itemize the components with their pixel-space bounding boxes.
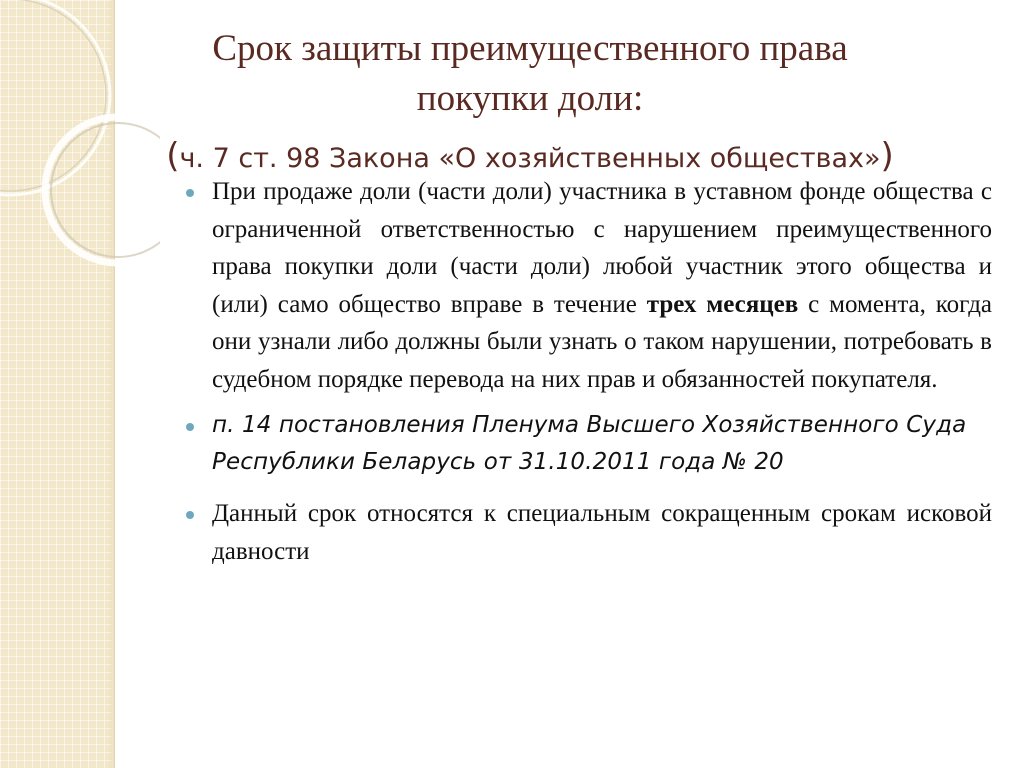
bullet-text: п. 14 постановления Пленума Высшего Хозяйственного Суда Республики Беларусь от 31.10.2011 года № 20: [212, 412, 967, 475]
bullet-text: При продаже доли (части доли) участника в уставном фонде общества с ограниченной ответственностью с нарушением преимущественного права покупки доли (части доли) любой участник этого общества и (или) само общество вправе в течение: [212, 178, 992, 318]
law-reference-text: ч. 7 ст. 98 Закона «О хозяйственных обществах»: [179, 143, 881, 174]
bullet-dot-icon: [186, 511, 194, 519]
bullet-text-end: с момента, когда они узнали либо должны были узнать о таком нарушении, потребовать в судебном порядке перевода на них прав и обязанностей покупателя.: [212, 290, 993, 393]
bullet-item-rule: [186, 173, 992, 398]
bullet-emphasis: трех месяцев: [646, 290, 799, 318]
bullet-dot-icon: [186, 189, 194, 197]
bullet-text: Данный срок относятся к специальным сокращенным срокам исковой давности: [212, 500, 992, 565]
bullet-item-citation: [186, 407, 992, 481]
paren-close: ): [880, 136, 894, 176]
bullet-item-note: [186, 495, 992, 570]
bullet-list: [186, 170, 992, 570]
title-line-2: покупки доли:: [416, 78, 644, 119]
bullet-dot-icon: [186, 423, 194, 431]
decorative-rings: [0, 0, 160, 330]
title-line-1: Срок защиты преимущественного права: [212, 28, 848, 69]
paren-open: (: [166, 136, 180, 176]
slide-title: [160, 24, 900, 177]
ring-small: [45, 117, 160, 263]
ring-small-shadow: [51, 123, 160, 257]
